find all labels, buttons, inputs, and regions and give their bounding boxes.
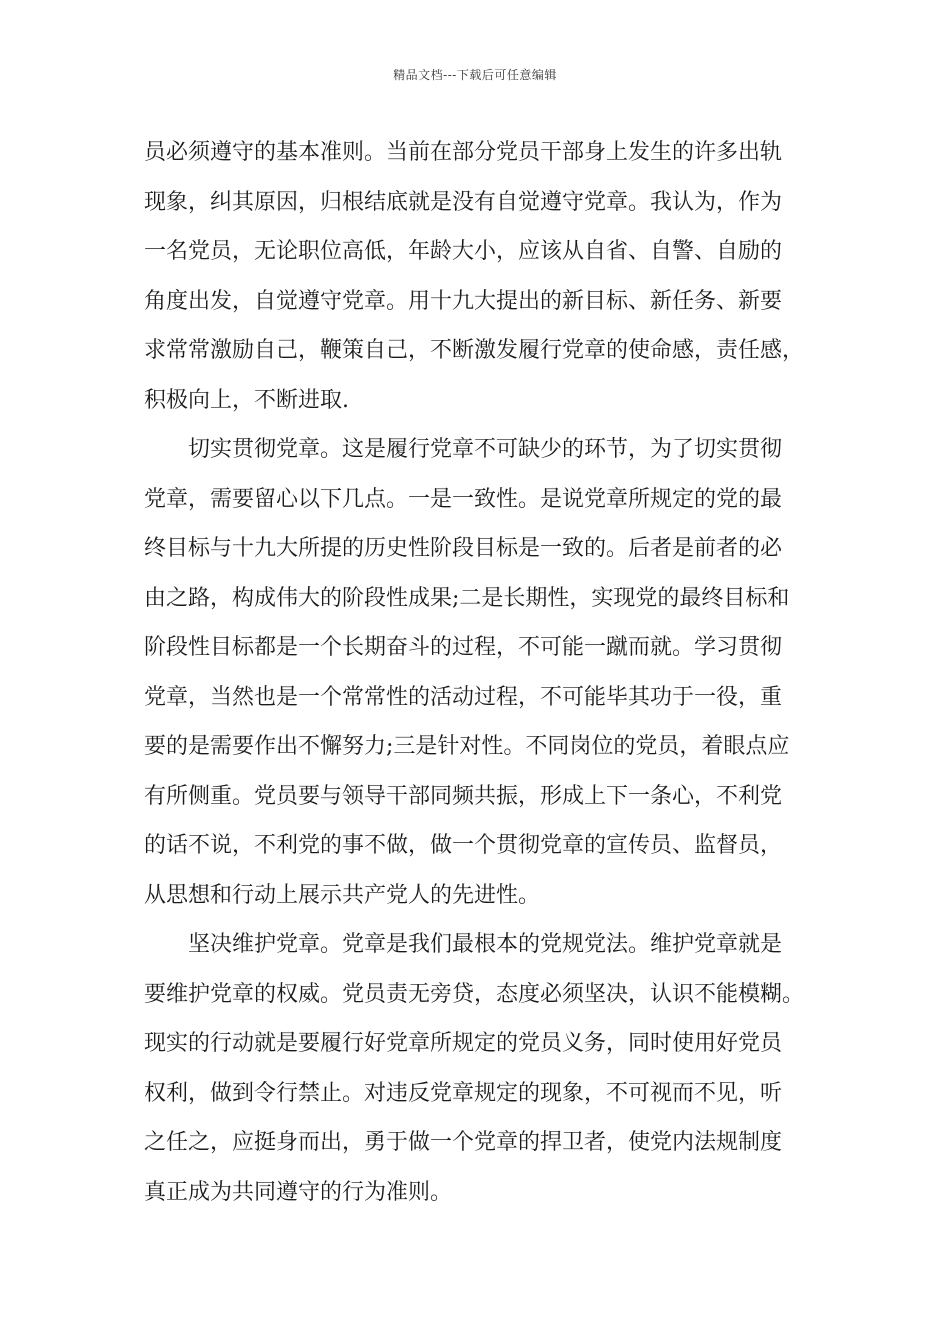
text-line: 现象，纠其原因，归根结底就是没有自觉遵守党章。我认为，作为 xyxy=(144,189,783,215)
text-line: 角度出发，自觉遵守党章。用十九大提出的新目标、新任务、新要 xyxy=(144,288,783,314)
text-line: 终目标与十九大所提的历史性阶段目标是一致的。后者是前者的必 xyxy=(144,536,783,561)
text-line: 由之路，构成伟大的阶段性成果;二是长期性，实现党的最终目标和 xyxy=(144,585,790,611)
text-line: 一名党员，无论职位高低，年龄大小，应该从自省、自警、自励的 xyxy=(144,239,783,264)
text-line: 之任之，应挺身而出，勇于做一个党章的捍卫者，使党内法规制度 xyxy=(144,1130,783,1155)
text-line: 员必须遵守的基本准则。当前在部分党员干部身上发生的许多出轨 xyxy=(144,140,783,165)
text-line: 党章，需要留心以下几点。一是一致性。是说党章所规定的党的最 xyxy=(144,486,783,512)
text-line: 积极向上，不断进取. xyxy=(144,387,349,413)
text-line: 切实贯彻党章。这是履行党章不可缺少的环节，为了切实贯彻 xyxy=(188,437,783,462)
text-line: 真正成为共同遵守的行为准则。 xyxy=(144,1179,453,1205)
text-line: 求常常激励自己，鞭策自己，不断激发履行党章的使命感，责任感， xyxy=(144,338,805,363)
text-line: 阶段性目标都是一个长期奋斗的过程，不可能一蹴而就。学习贯彻 xyxy=(144,635,783,660)
text-line: 从思想和行动上展示共产党人的先进性。 xyxy=(144,882,541,908)
text-line: 要维护党章的权威。党员责无旁贷，态度必须坚决，认识不能模糊。 xyxy=(144,981,805,1007)
text-line: 有所侧重。党员要与领导干部同频共振，形成上下一条心，不利党 xyxy=(144,783,783,809)
paragraph-2 xyxy=(144,425,812,920)
text-line: 坚决维护党章。党章是我们最根本的党规党法。维护党章就是 xyxy=(188,932,783,957)
document-body xyxy=(144,128,812,1217)
text-line: 权利，做到令行禁止。对违反党章规定的现象，不可视而不见，听 xyxy=(144,1080,783,1106)
text-line: 的话不说，不利党的事不做，做一个贯彻党章的宣传员、监督员， xyxy=(144,833,783,858)
text-line: 党章，当然也是一个常常性的活动过程，不可能毕其功于一役，重 xyxy=(144,684,783,710)
page-header: 精品文档---下载后可任意编辑 xyxy=(393,68,557,82)
paragraph-1 xyxy=(144,128,812,425)
paragraph-3 xyxy=(144,920,812,1217)
text-line: 现实的行动就是要履行好党章所规定的党员义务，同时使用好党员 xyxy=(144,1031,783,1056)
text-line: 要的是需要作出不懈努力;三是针对性。不同岗位的党员，着眼点应 xyxy=(144,734,790,759)
